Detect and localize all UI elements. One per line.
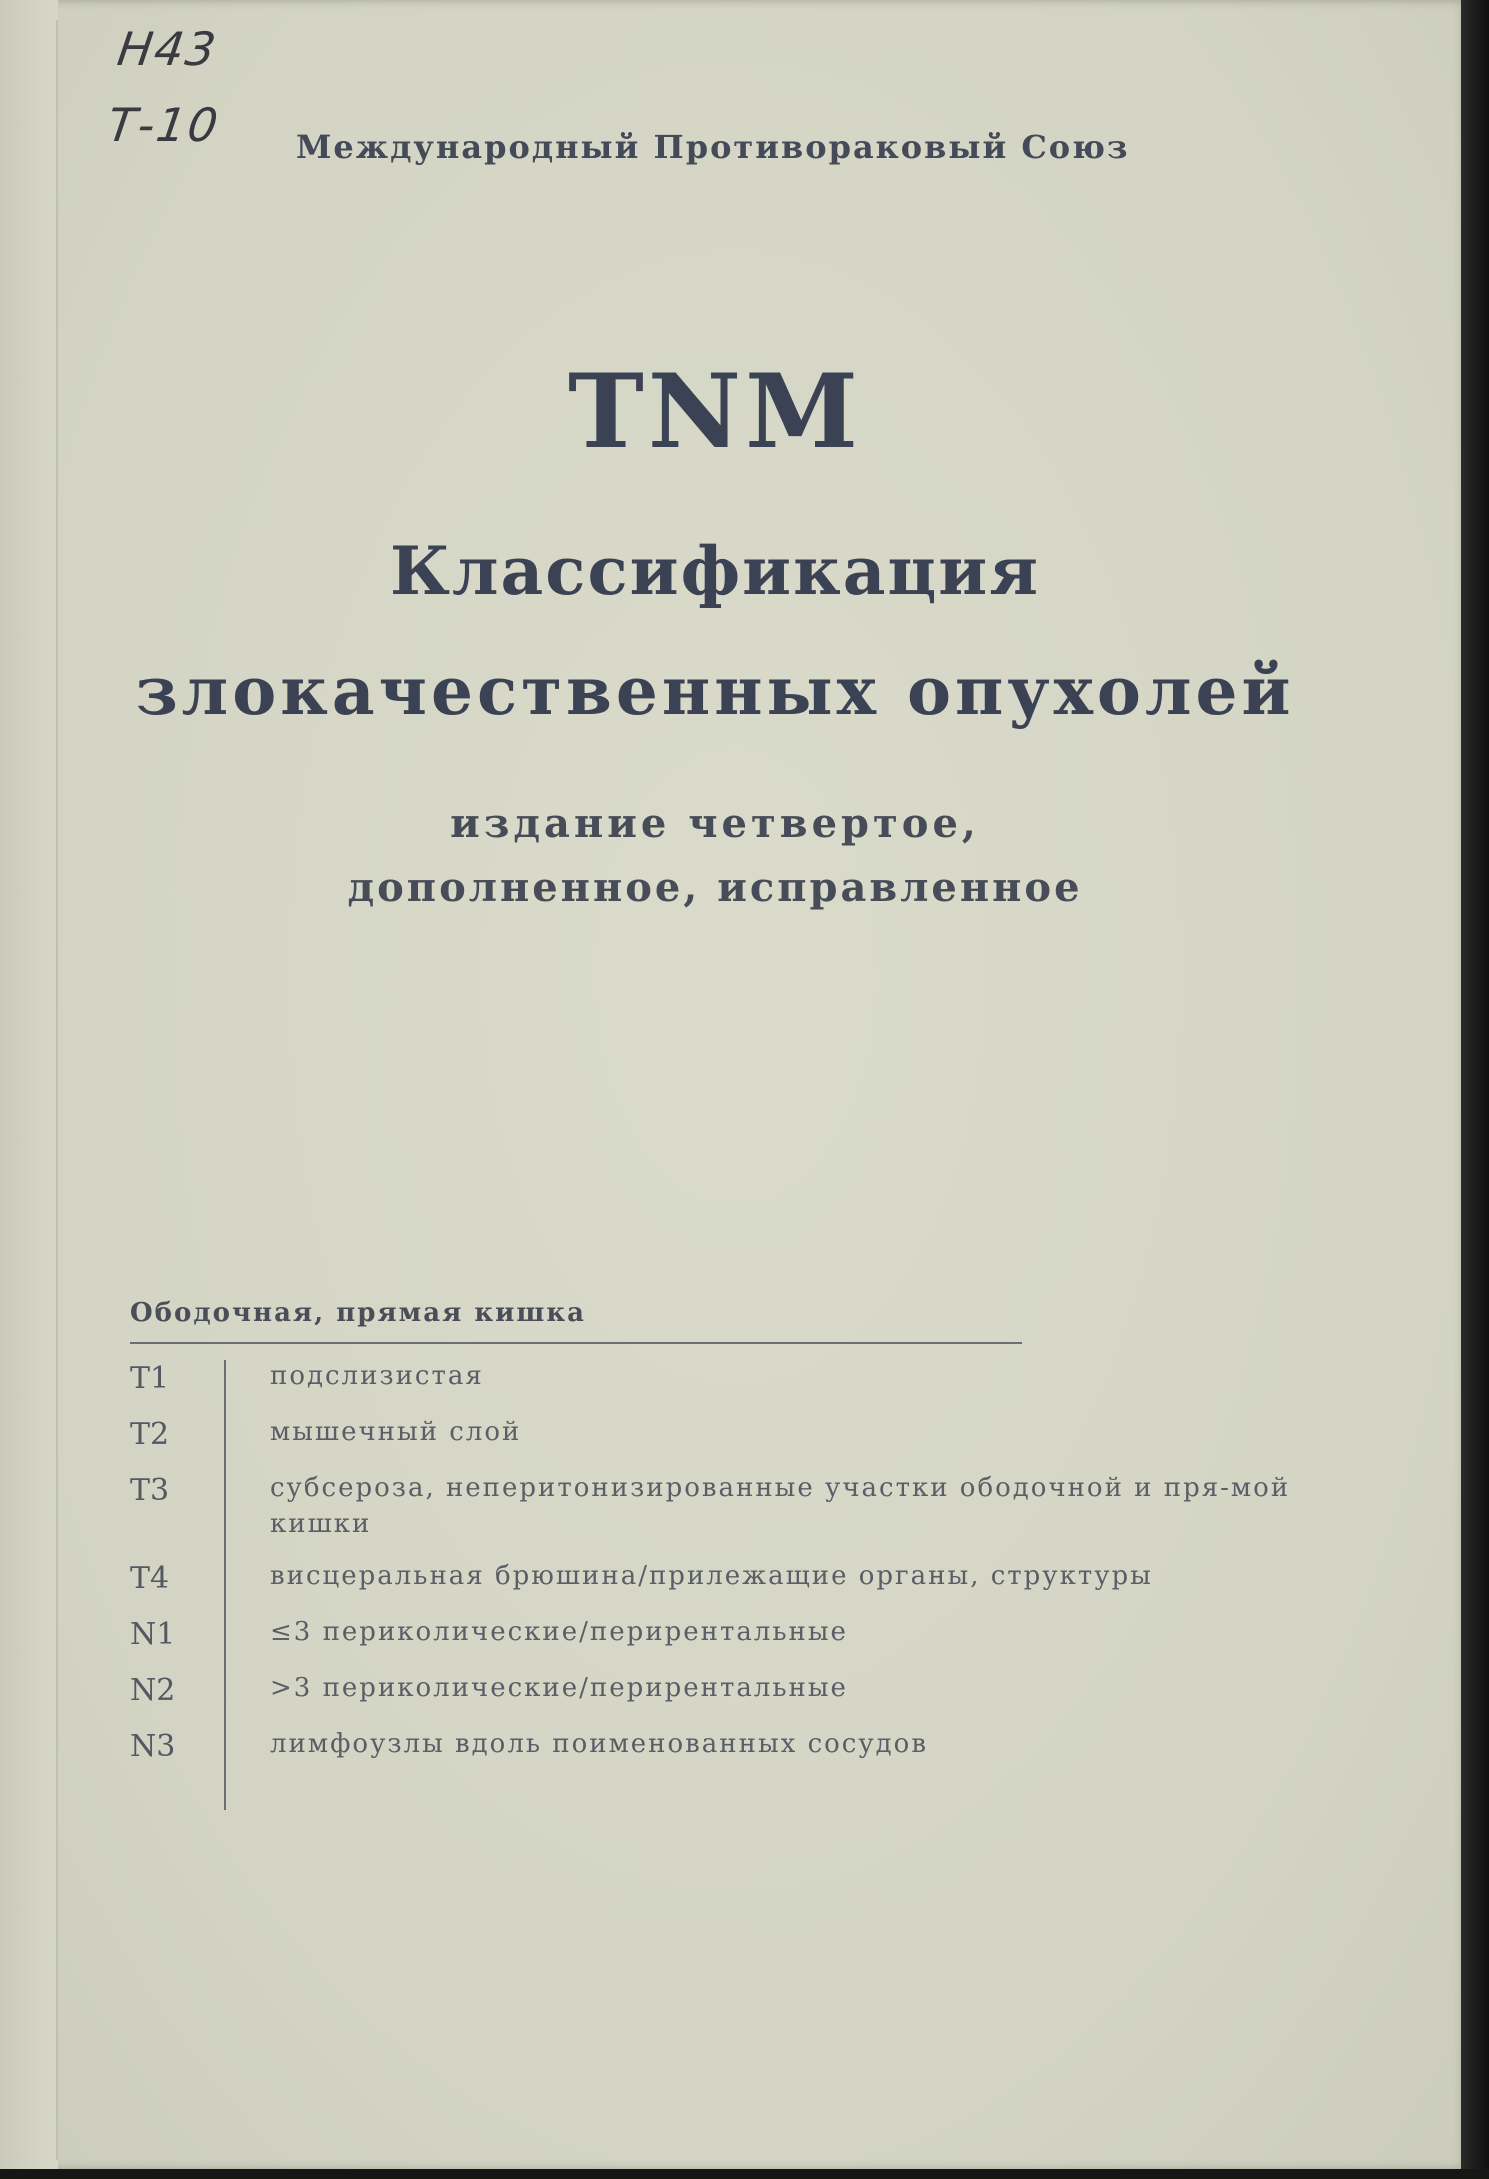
row-code: N1 [130,1617,176,1652]
table-header-rule [130,1342,1022,1344]
table-row [130,1414,1310,1452]
table-column-divider [224,1360,226,1810]
handwritten-shelf-mark: Н43 [114,22,221,76]
title-line-1: Классификация [389,532,1041,610]
row-description: ≤3 периколические/перирентальные [270,1617,848,1647]
row-description: висцеральная брюшина/прилежащие органы, структуры [270,1561,1153,1591]
row-code: N3 [130,1729,176,1764]
row-description: лимфоузлы вдоль поименованных сосудов [270,1729,928,1759]
row-code: T3 [130,1473,170,1508]
table-title: Ободочная, прямая кишка [130,1298,586,1328]
table-row [130,1670,1310,1708]
edition-line-1: издание четвертое, [450,800,980,847]
row-code: T4 [130,1561,170,1596]
table-row [130,1614,1310,1652]
table-row [130,1358,1310,1396]
table-row [130,1558,1310,1596]
scan-edge-right [1461,0,1489,2179]
table-rows [130,1358,1310,1764]
row-code: N2 [130,1673,176,1708]
table-row [130,1470,1310,1542]
title-line-2: злокачественных опухолей [135,652,1295,730]
title-main: TNM [567,352,863,472]
row-description: мышечный слой [270,1417,522,1447]
row-code: T1 [130,1361,170,1396]
row-code: T2 [130,1417,170,1452]
publisher-name: Международный Противораковый Союз [296,128,1130,166]
row-description: подслизистая [270,1361,484,1391]
edition-line-2: дополненное, исправленное [347,864,1083,911]
row-description: субсероза, неперитонизированные участки ободочной и пря-мой кишки [270,1473,1291,1539]
classification-table [130,1298,1310,1782]
row-description: >3 периколические/перирентальные [270,1673,848,1703]
scan-edge-bottom [0,2169,1489,2179]
handwritten-call-number: Т-10 [104,98,224,152]
table-row [130,1726,1310,1764]
spine-fold-line [56,20,58,2160]
cover-spine [0,0,58,2170]
